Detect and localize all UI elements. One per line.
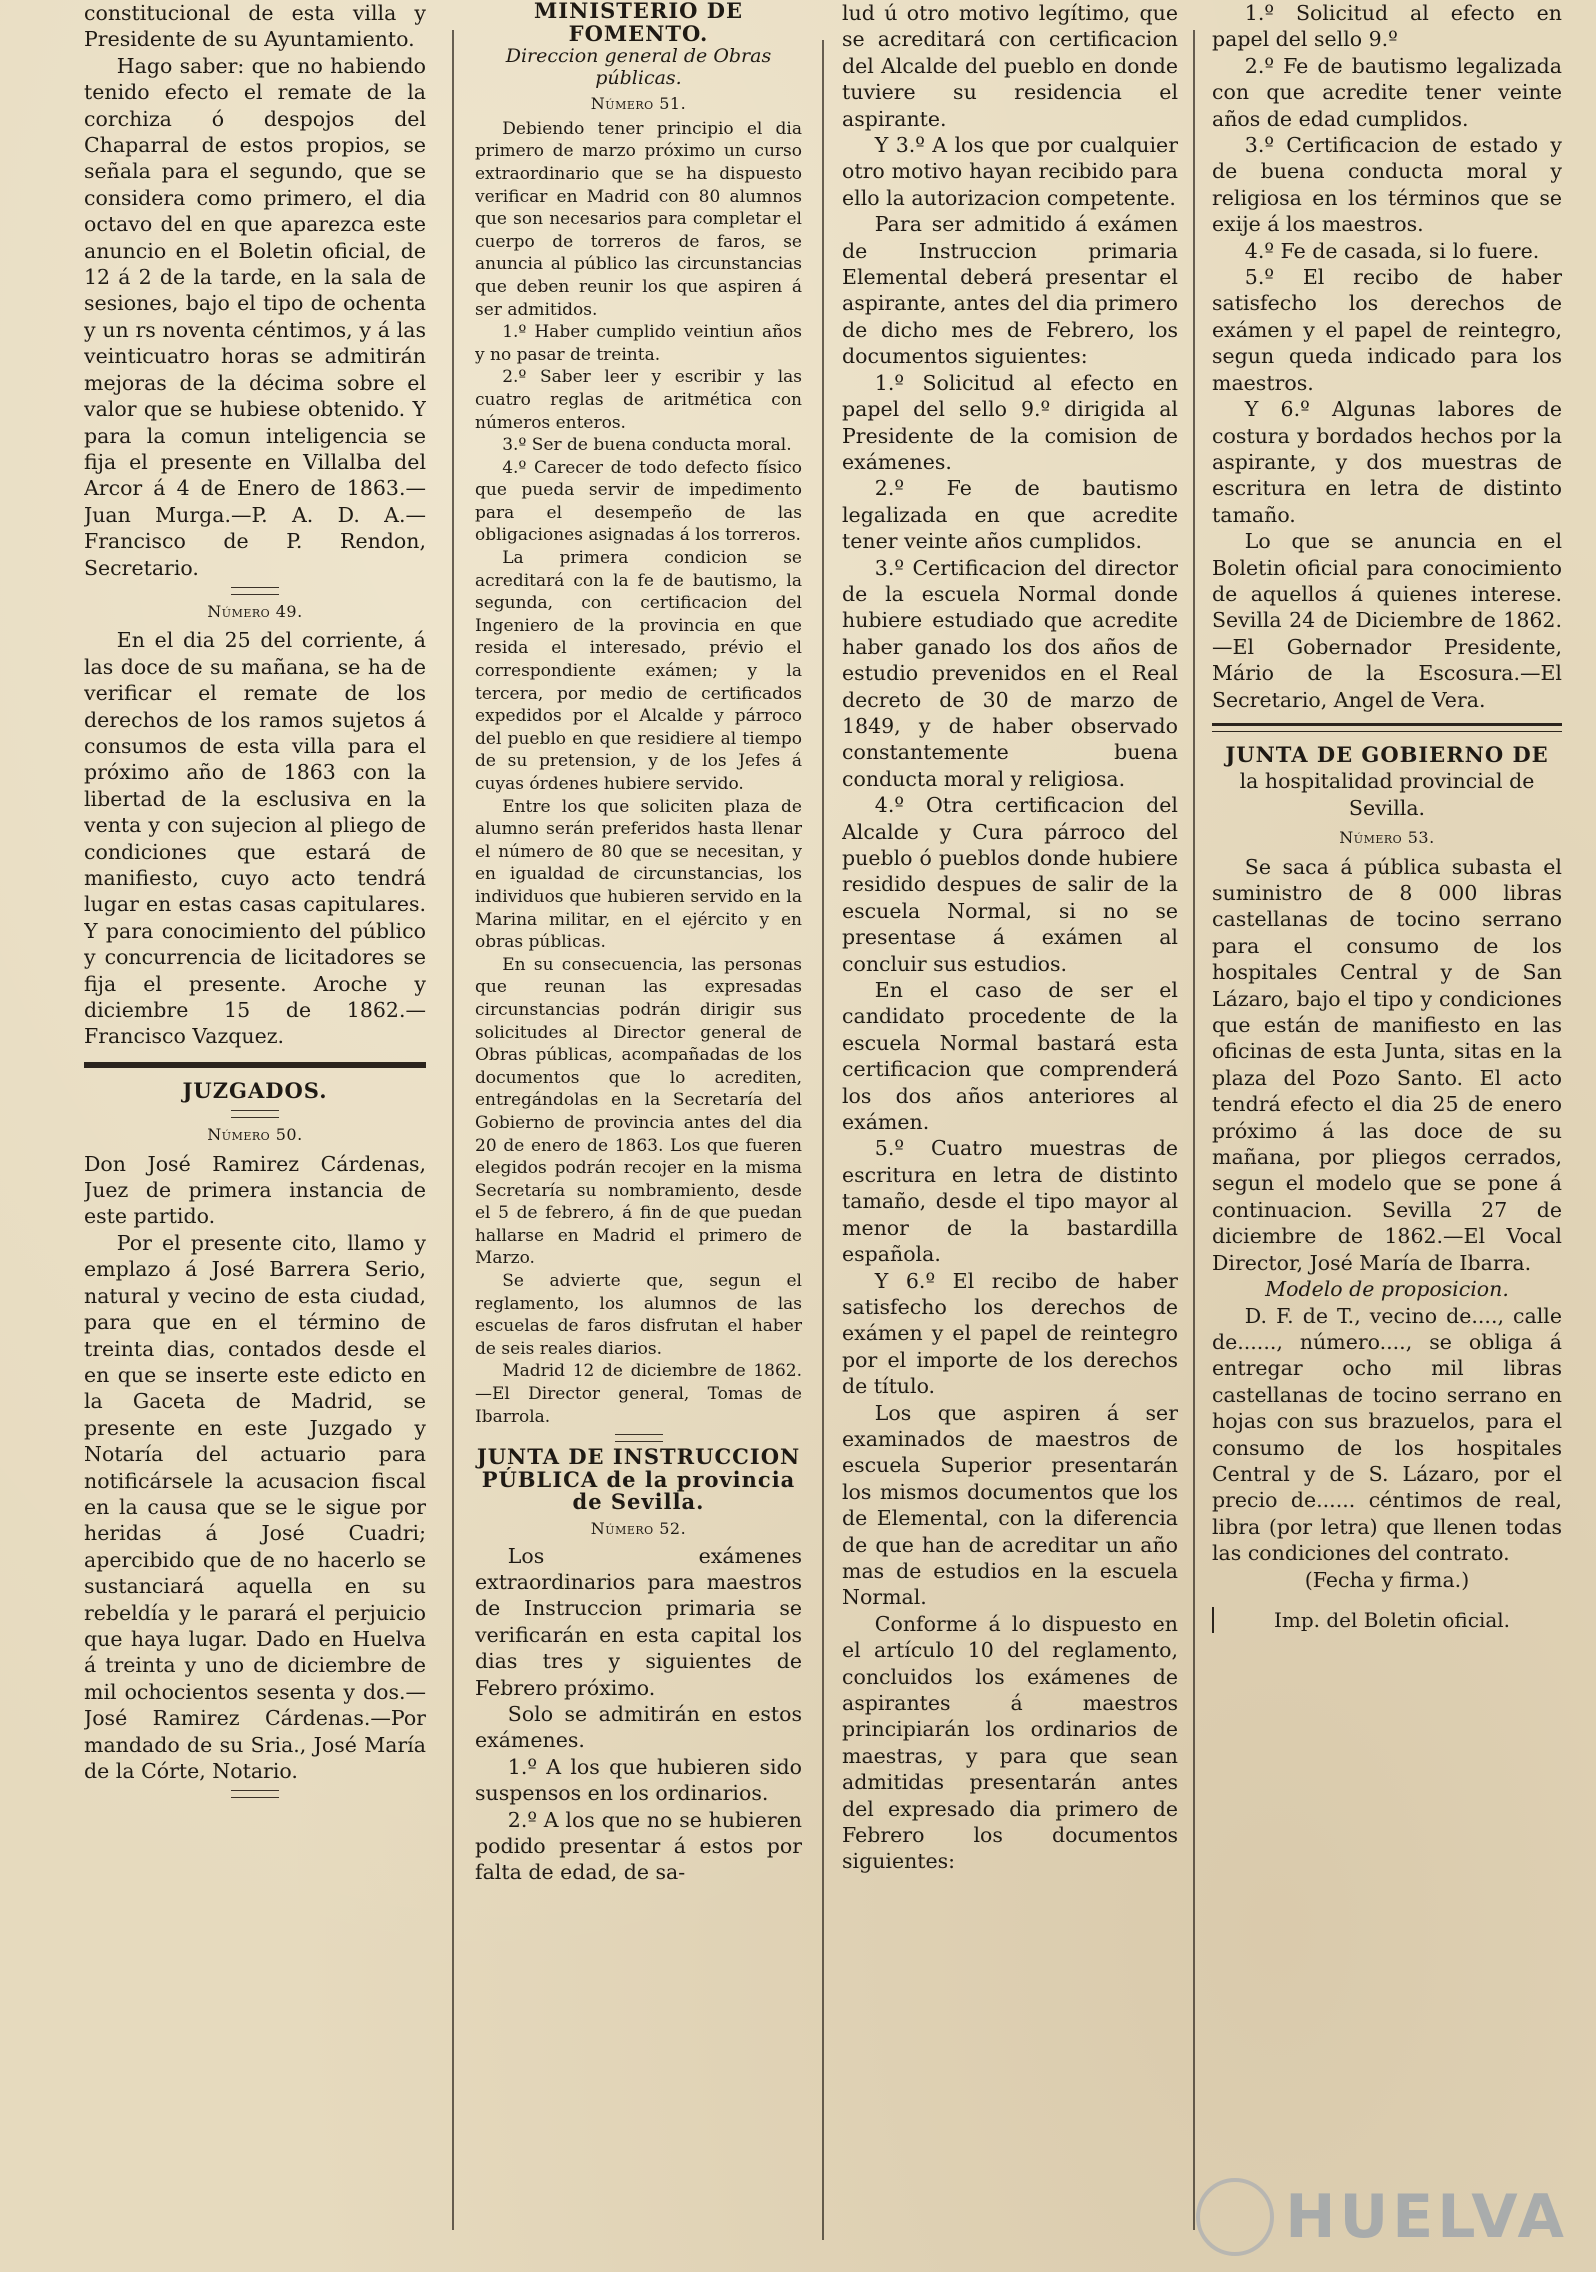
centered-text: la hospitalidad provincial de Sevilla. [1239, 769, 1535, 820]
paragraph: 3.º Ser de buena conducta moral. [502, 435, 792, 456]
paragraph: Don José Ramirez Cárdenas, Juez de primera instancia de este partido. [84, 1151, 426, 1229]
column-1 [84, 0, 426, 2272]
paragraph: Madrid 12 de diciembre de 1862.—El Director general, Tomas de Ibarrola. [475, 1361, 802, 1427]
paragraph: Debiendo tener principio el dia primero de marzo próximo un curso extraordinario que se ha dispuesto verificar en Madrid con 80 alumnos que son necesarios para completar el cuerpo de torreros de faros, se anuncia al público las circunstancias que deben reunir los que aspiren á ser admitidos. [475, 118, 802, 320]
paragraph: En el caso de ser el candidato procedente de la escuela Normal bastará esta certificacion que comprenderá los dos años anteriores al exámen. [842, 978, 1178, 1135]
paragraph: 1.º Solicitud al efecto en papel del sello 9.º dirigida al Presidente de la comision de exámenes. [842, 370, 1178, 474]
paragraph: 4.º Carecer de todo defecto físico que pueda servir de impedimento para el desempeño de las obligaciones asignadas á los torreros. [475, 457, 802, 546]
paragraph: 5.º Cuatro muestras de escritura en letra de distinto tamaño, desde el tipo mayor al menor de la bastardilla española. [842, 1136, 1178, 1267]
paragraph: Los que aspiren á ser examinados de maestros de escuela Superior presentarán los mismos documentos que los de Elemental, con la diferencia de que han de acreditar un año mas de estudios en la escuela Normal. [842, 1400, 1178, 1610]
section-heading: JUNTA DE INSTRUCCION PÚBLICA de la provincia de Sevilla. [476, 1444, 801, 1515]
section-rule [84, 1062, 426, 1068]
paragraph: 1.º Solicitud al efecto en papel del sello 9.º [1212, 1, 1562, 52]
section-heading: JUZGADOS. [182, 1077, 328, 1103]
paragraph: Y 6.º Algunas labores de costura y bordados hechos por la aspirante, y dos muestras de escritura en letra de distinto tamaño. [1212, 397, 1562, 527]
paragraph: En su consecuencia, las personas que reunan las expresadas circunstancias podrán dirigir sus solicitudes al Director general de Obras públicas, acompañadas de los documentos que lo acrediten, entregándolas en la Secretaría del Gobierno de provincia antes del dia 20 de enero de 1863. Los que fueren elegidos podrán recojer en la misma Secretaría su nombramiento, desde el 5 de febrero, á fin de que puedan hallarse en Madrid el primero de Marzo. [475, 954, 802, 1269]
column-3 [842, 0, 1178, 2272]
paragraph: Lo que se anuncia en el Boletin oficial para conocimiento de aquellos á quienes interese. Sevilla 24 de Diciembre de 1862.—El Gobernador Presidente, Mário de la Escosura.—El Secretario, Angel de Vera. [1212, 529, 1562, 712]
notice-number: Número 50. [207, 1125, 303, 1145]
column-rule-3 [1193, 30, 1195, 2230]
paragraph: Y 3.º A los que por cualquier otro motivo hayan recibido para ello la autorizacion competente. [842, 133, 1178, 210]
paragraph: 1.º Haber cumplido veintiun años y no pasar de treinta. [475, 322, 802, 365]
paragraph: 5.º El recibo de haber satisfecho los derechos de exámen y el papel de reintegro, segun queda indicado para los maestros. [1212, 265, 1562, 395]
paragraph: 4.º Otra certificacion del Alcalde y Cura párroco del pueblo ó pueblos donde hubiere residido despues de salir de la escuela Normal, si no se presentase á exámen al concluir sus estudios. [842, 793, 1178, 976]
notice-number: Número 53. [1339, 828, 1435, 848]
paragraph: 3.º Certificacion del director de la escuela Normal donde hubiere estudiado que acredite haber ganado los dos años de estudio prevenidos en el Real decreto de 30 de marzo de 1849, y de haber observado constantemente buena conducta moral y religiosa. [842, 555, 1178, 791]
paragraph: La primera condicion se acreditará con la fe de bautismo, la segunda, con certificacion del Ingeniero de la provincia en que resida el interesado, prévio el correspondiente exámen; y la tercera, por medio de certificados expedidos por el Alcalde y párroco del pueblo en que residiere al tiempo de su pretension, y de los Jefes á cuyas órdenes hubiere servido. [475, 548, 802, 794]
printer-imprint: Imp. del Boletin oficial. [1212, 1607, 1562, 1633]
notice-number: Número 49. [207, 601, 303, 621]
model-heading: Modelo de proposicion. [1265, 1277, 1509, 1302]
notice-number: Número 52. [590, 1519, 687, 1538]
centered-text: (Fecha y firma.) [1304, 1567, 1470, 1592]
column-4 [1212, 0, 1562, 2272]
paragraph: Y 6.º El recibo de haber satisfecho los derechos de exámen y el papel de reintegro por el importe de los derechos de título. [842, 1268, 1178, 1399]
column-rule-2 [822, 40, 824, 2240]
paragraph: Hago saber: que no habiendo tenido efecto el remate de la corchiza ó despojos del Chaparral de estos propios, se señala para el segundo, que se considera como primero, el dia octavo del en que aparezca este anuncio en el Boletin oficial, de 12 á 2 de la tarde, en la sala de sesiones, bajo el tipo de ochenta y un rs noventa céntimos, y á las veinticuatro horas se admitirán mejoras de la décima sobre el valor que se hubiese obtenido. Y para la comun inteligencia se fija el presente en Villalba del Arcor á 4 de Enero de 1863.—Juan Murga.—P. A. D. A.—Francisco de P. Rendon, Secretario. [84, 53, 426, 580]
paragraph: Se saca á pública subasta el suministro de 8 000 libras castellanas de tocino serrano para el consumo de los hospitales Central y de San Lázaro, bajo el tipo y condiciones que están de manifiesto en las oficinas de esta Junta, sitas en la plaza del Pozo Santo. El acto tendrá efecto el dia 25 de enero próximo á las doce de su mañana, por pliegos cerrados, segun el modelo que se pone á continuacion. Sevilla 27 de diciembre de 1862.—El Vocal Director, José María de Ibarra. [1212, 854, 1562, 1275]
paragraph: Solo se admitirán en estos exámenes. [475, 1702, 802, 1753]
paragraph: 3.º Certificacion de estado y de buena conducta moral y religiosa en los términos que se exije á los maestros. [1212, 133, 1562, 237]
section-heading: JUNTA DE GOBIERNO DE [1225, 741, 1549, 767]
column-rule-1 [452, 30, 454, 2230]
paragraph: 2.º Saber leer y escribir y las cuatro reglas de aritmética con números enteros. [475, 367, 802, 433]
paragraph: constitucional de esta villa y Presidente de su Ayuntamiento. [84, 1, 426, 52]
paragraph: 1.º A los que hubieren sido suspensos en los ordinarios. [475, 1754, 802, 1806]
paragraph: D. F. de T., vecino de...., calle de......, número...., se obliga á entregar ocho mil libras castellanas de tocino serrano en hojas con sus brazuelos, para el consumo de los hospitales Central y de S. Lázaro, por el precio de...... céntimos de real, libra (por letra) que llenen todas las condiciones del contrato. [1212, 1303, 1562, 1566]
paragraph: Conforme á lo dispuesto en el artículo 10 del reglamento, concluidos los exámenes de aspirantes á maestros principiarán los ordinarios de maestras, y para que sean admitidas presentarán antes del expresado dia primero de Febrero los documentos siguientes: [842, 1611, 1178, 1874]
paragraph: 2.º Fe de bautismo legalizada con que acredite tener veinte años de edad cumplidos. [1212, 53, 1562, 131]
paragraph: 4.º Fe de casada, si lo fuere. [1244, 238, 1540, 263]
paragraph: Por el presente cito, llamo y emplazo á José Barrera Serio, natural y vecino de esta ciudad, para que en el término de treinta dias, contados desde el en que se inserte este edicto en la Gaceta de Madrid, se presente en este Juzgado y Notaría del actuario para notificársele la acusacion fiscal en la causa que se le sigue por heridas á José Cuadri; apercibido que de no hacerlo se sustanciará aquella en su rebeldía y le parará el perjuicio que haya lugar. Dado en Huelva á treinta y uno de diciembre de mil ochocientos sesenta y dos.—José Ramirez Cárdenas.—Por mandado de su Sria., José María de la Córte, Notario. [84, 1230, 426, 1783]
column-2 [475, 0, 802, 2272]
paragraph: Los exámenes extraordinarios para maestros de Instruccion primaria se verificarán en esta capital los dias tres y siguientes de Febrero próximo. [475, 1543, 802, 1700]
section-heading: MINISTERIO DE FOMENTO. [534, 0, 743, 46]
paragraph: 2.º Fe de bautismo legalizada en que acredite tener veinte años cumplidos. [842, 476, 1178, 554]
separator [231, 1110, 279, 1118]
paragraph: 2.º A los que no se hubieren podido presentar á estos por falta de edad, de sa- [475, 1807, 802, 1885]
separator [615, 1434, 663, 1442]
separator [231, 1790, 279, 1798]
notice-number: Número 51. [590, 94, 687, 114]
paragraph: lud ú otro motivo legítimo, que se acreditará con certificacion del Alcalde del pueblo en donde tuviere su residencia el aspirante. [842, 1, 1178, 131]
library-stamp: HUELVA [1285, 2182, 1568, 2252]
separator [231, 587, 279, 595]
paragraph: Entre los que soliciten plaza de alumno serán preferidos hasta llenar el número de 80 que se necesitan, y en igualdad de circunstancias, los individuos que hubieren servido en la Marina militar, en el ejército y en obras públicas. [475, 796, 802, 953]
paragraph: Para ser admitido á exámen de Instruccion primaria Elemental deberá presentar el aspirante, antes del dia primero de dicho mes de Febrero, los documentos siguientes: [842, 212, 1178, 369]
paragraph: Se advierte que, segun el reglamento, los alumnos de las escuelas de faros disfrutan el haber de seis reales diarios. [475, 1271, 802, 1359]
section-rule [1212, 723, 1562, 732]
paragraph: En el dia 25 del corriente, á las doce de su mañana, se ha de verificar el remate de los derechos de los ramos sujetos á consumos de esta villa para el próximo año de 1863 con la libertad de la esclusiva en la venta y con sujecion al pliego de condiciones que estará de manifiesto, cuyo acto tendrá lugar en estas casas capitulares. Y para conocimiento del público y concurrencia de licitadores se fija el presente. Aroche y diciembre 15 de 1862.—Francisco Vazquez. [84, 628, 426, 1049]
section-subheading: Direccion general de Obras públicas. [505, 45, 772, 90]
